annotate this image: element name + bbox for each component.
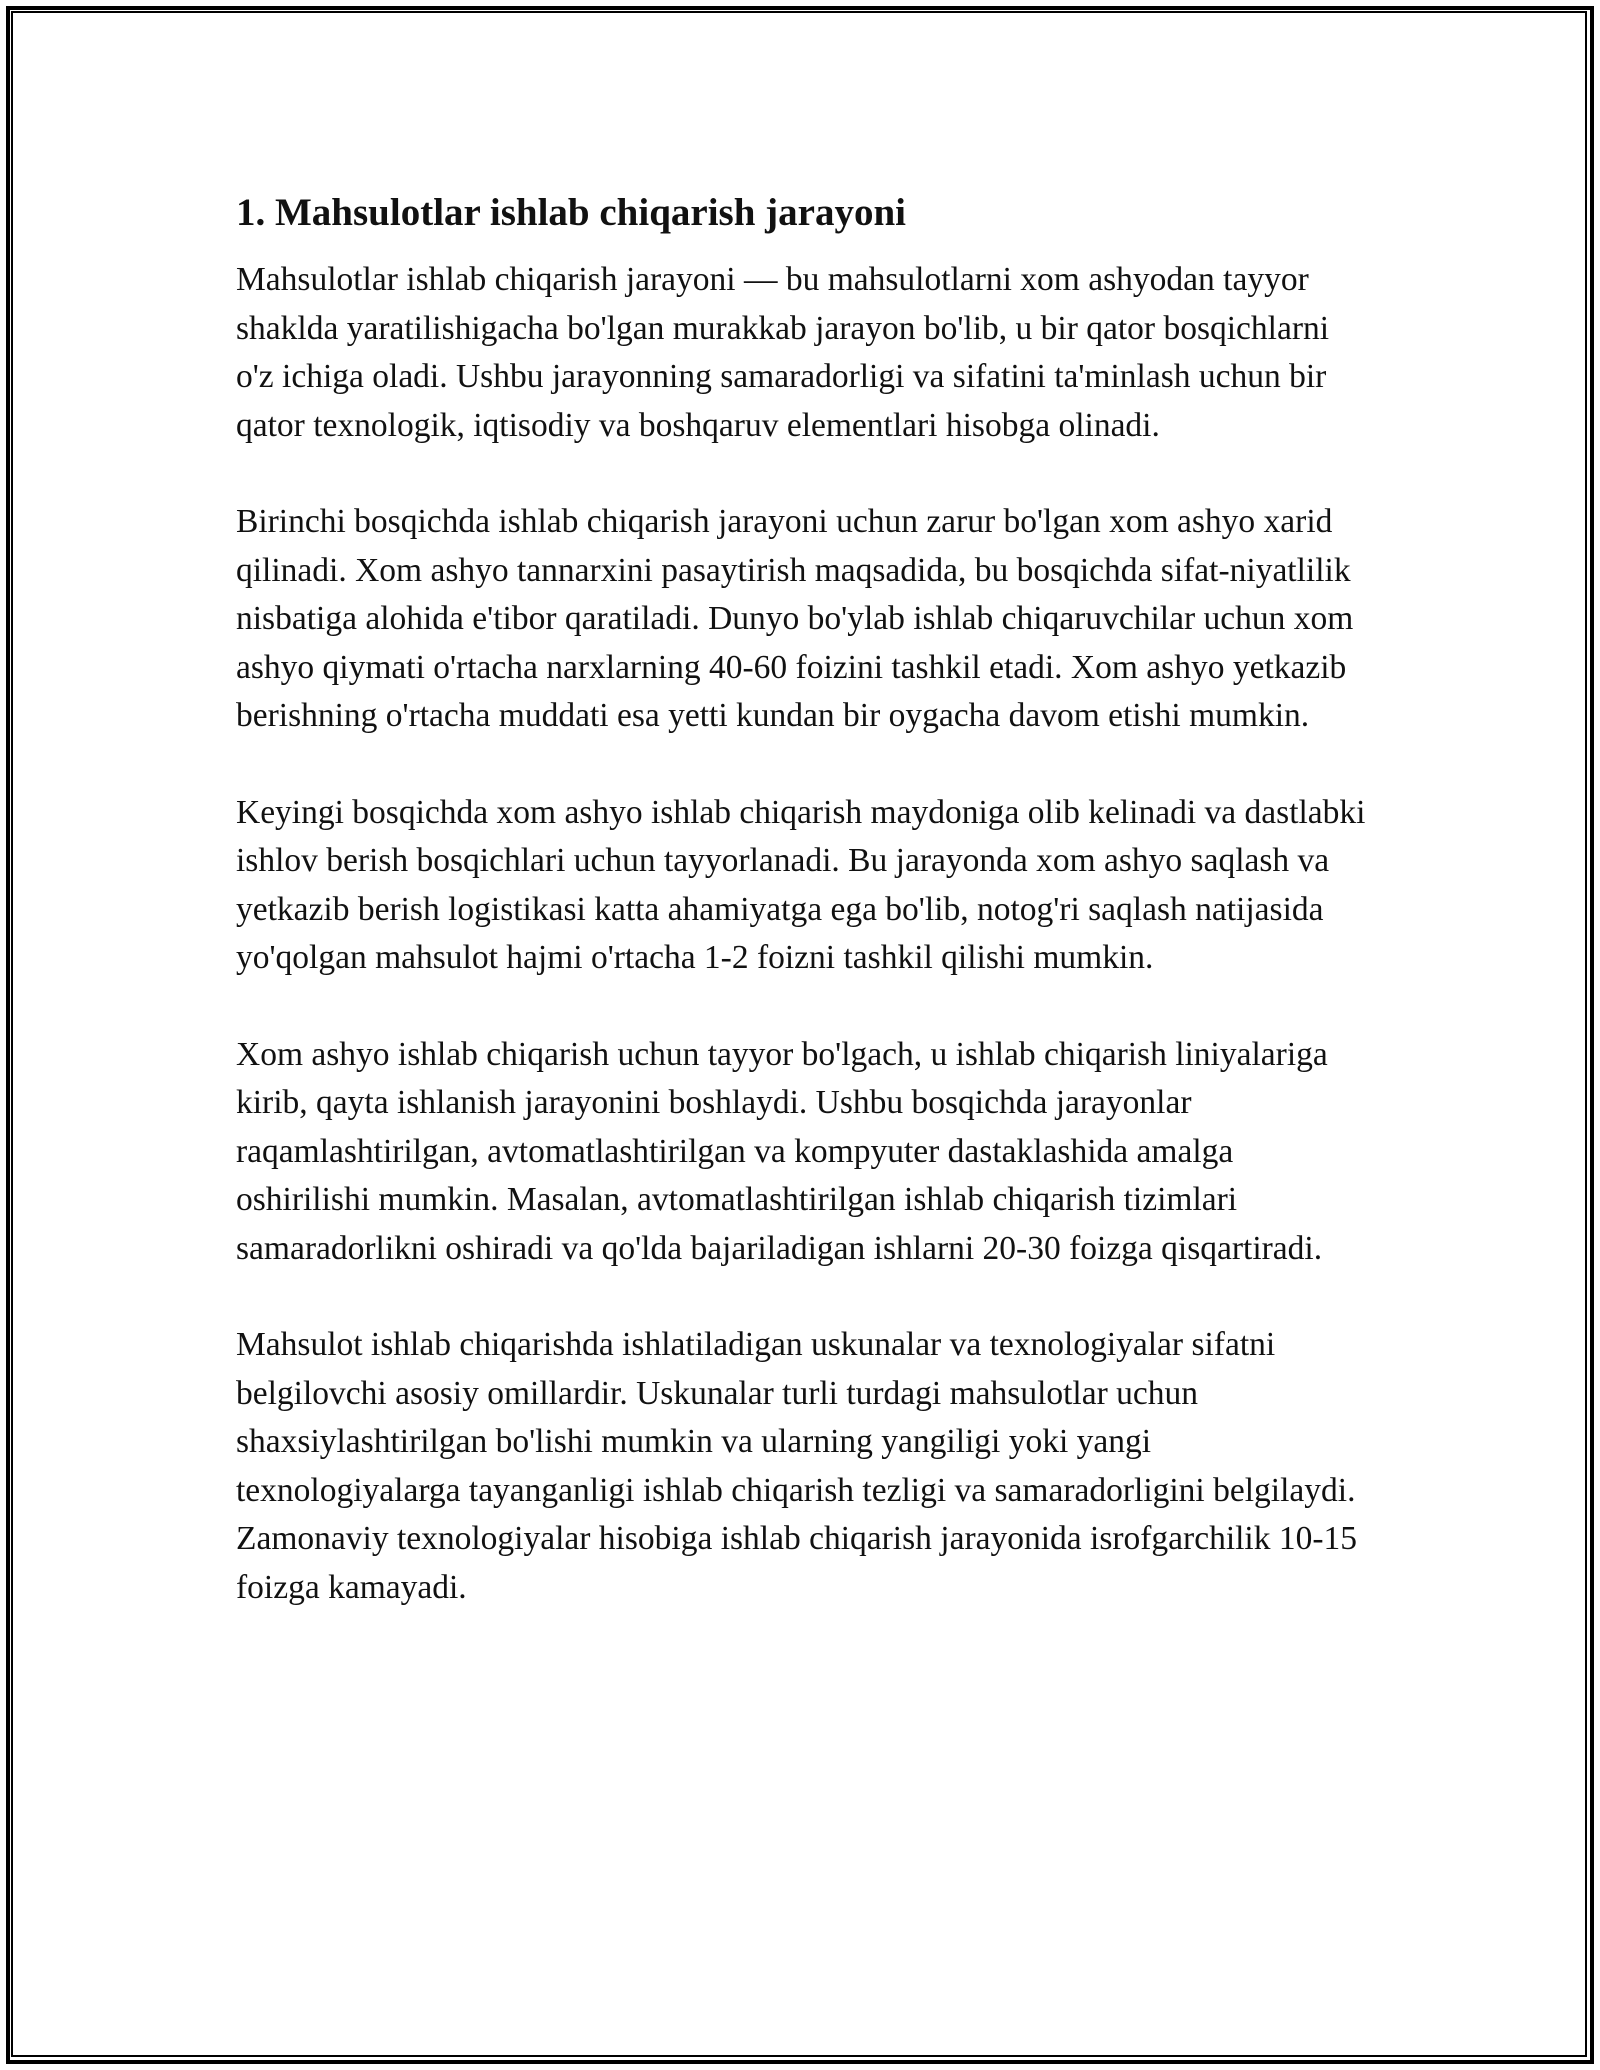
- document-page: [236, 186, 1366, 1660]
- paragraph-production-lines: Xom ashyo ishlab chiqarish uchun tayyor bo'lgach, u ishlab chiqarish liniyalariga kirib, qayta ishlanish jarayonini boshlaydi. Ushbu bosqichda jarayonlar raqamlashtirilgan, avtomatlashtirilgan va kompyuter dastaklashida amalga oshirilishi mumkin. Masalan, avtomatlashtirilgan ishlab chiqarish tizimlari samaradorlikni oshiradi va qo'lda bajariladigan ishlarni 20-30 foizga qisqartiradi.: [236, 1035, 1328, 1267]
- paragraph-intro: Mahsulotlar ishlab chiqarish jarayoni — bu mahsulotlarni xom ashyodan tayyor shaklda yaratilishigacha bo'lgan murakkab jarayon bo'lib, u bir qator bosqichlarni o'z ichiga oladi. Ushbu jarayonning samaradorligi va sifatini ta'minlash uchun bir qator texnologik, iqtisodiy va boshqaruv elementlari hisobga olinadi.: [236, 261, 1330, 444]
- paragraph-raw-material-purchase: Birinchi bosqichda ishlab chiqarish jarayoni uchun zarur bo'lgan xom ashyo xarid qilinadi. Xom ashyo tannarxini pasaytirish maqsadida, bu bosqichda sifat-niyatlilik nisbatiga alohida e'tibor qaratiladi. Dunyo bo'ylab ishlab chiqaruvchilar uchun xom ashyo qiymati o'rtacha narxlarning 40-60 foizini tashkil etadi. Xom ashyo yetkazib berishning o'rtacha muddati esa yetti kundan bir oygacha davom etishi mumkin.: [236, 503, 1354, 734]
- paragraph-equipment-technology: Mahsulot ishlab chiqarishda ishlatiladigan uskunalar va texnologiyalar sifatni belgilovchi asosiy omillardir. Uskunalar turli turdagi mahsulotlar uchun shaxsiylashtirilgan bo'lishi mumkin va ularning yangiligi yoki yangi texnologiyalarga tayanganligi ishlab chiqarish tezligi va samaradorligini belgilaydi. Zamonaviy texnologiyalar hisobiga ishlab chiqarish jarayonida isrofgarchilik 10-15 foizga kamayadi.: [236, 1326, 1358, 1606]
- paragraph-logistics: Keyingi bosqichda xom ashyo ishlab chiqarish maydoniga olib kelinadi va dastlabki ishlov berish bosqichlari uchun tayyorlanadi. Bu jarayonda xom ashyo saqlash va yetkazib berish logistikasi katta ahamiyatga ega bo'lib, notog'ri saqlash natijasida yo'qolgan mahsulot hajmi o'rtacha 1-2 foizni tashkil qilishi mumkin.: [236, 793, 1366, 976]
- section-title: 1. Mahsulotlar ishlab chiqarish jarayoni: [236, 191, 906, 234]
